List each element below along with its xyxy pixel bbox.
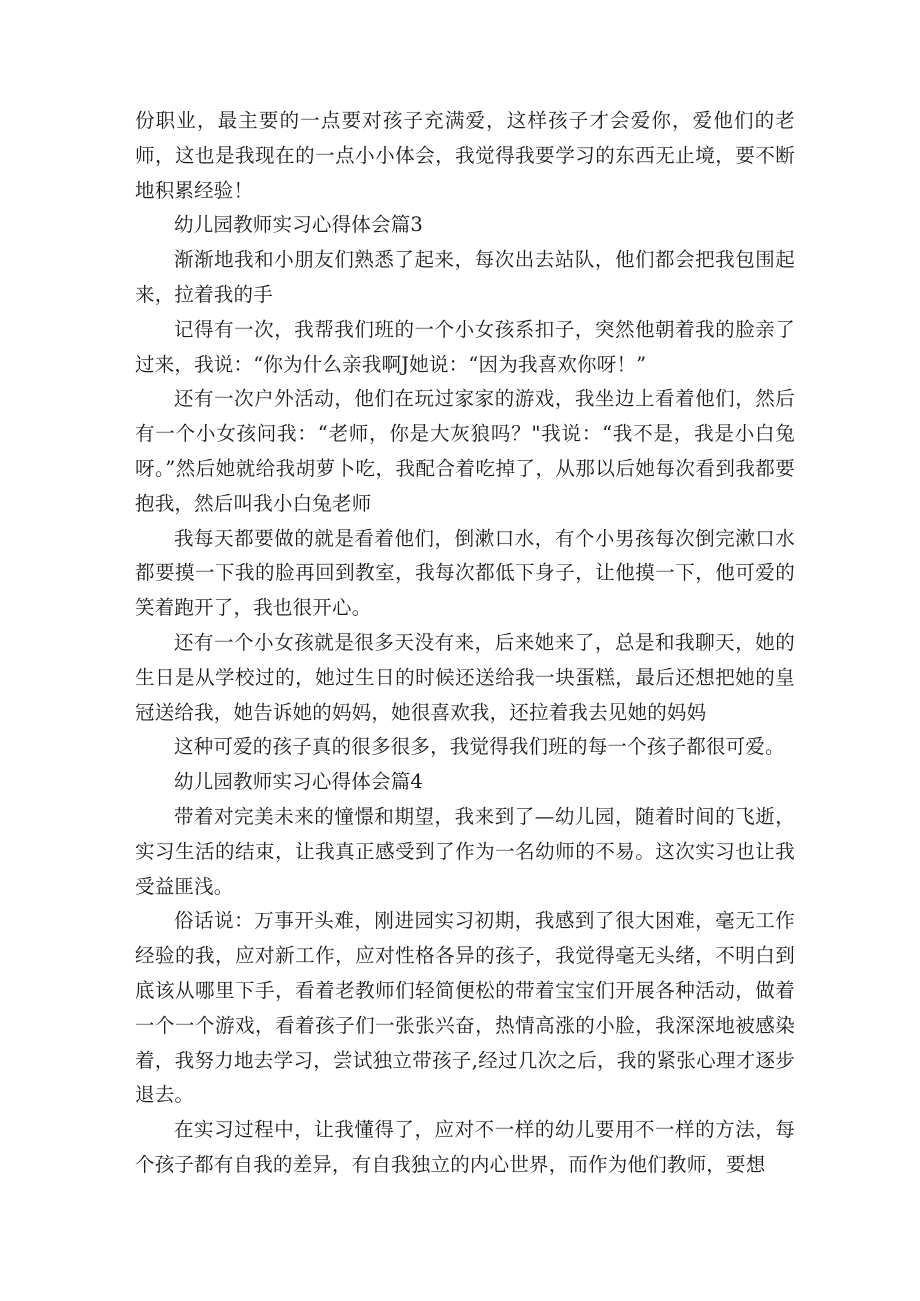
paragraph: 还有一个小女孩就是很多天没有来，后来她来了，总是和我聊天，她的生日是从学校过的，她过生日的时候还送给我一块蛋糕，最后还想把她的皇冠送给我，她告诉她的妈妈，她很喜欢我，还拉着我去见她的妈妈 <box>135 630 795 724</box>
document-body <box>135 104 795 1183</box>
paragraph: 带着对完美未来的憧憬和期望，我来到了—幼儿园，随着时间的飞逝，实习生活的结束，让我真正感受到了作为一名幼师的不易。这次实习也让我受益匪浅。 <box>135 804 795 898</box>
paragraph: 这种可爱的孩子真的很多很多，我觉得我们班的每一个孩子都很可爱。 <box>174 735 785 759</box>
section-heading-4: 幼儿园教师实习心得体会篇4 <box>174 770 424 794</box>
paragraph-continuation: 份职业，最主要的一点要对孩子充满爱，这样孩子才会爱你，爱他们的老师，这也是我现在的一点小小体会，我觉得我要学习的东西无止境，要不断地积累经验！ <box>135 109 795 202</box>
section-heading-3: 幼儿园教师实习心得体会篇3 <box>174 213 424 237</box>
paragraph: 还有一次户外活动，他们在玩过家家的游戏，我坐边上看着他们，然后有一个小女孩问我：“老师，你是大灰狼吗？"我说：“我不是，我是小白兔呀。”然后她就给我胡萝卜吃，我配合着吃掉了，从那以后她每次看到我都要抱我，然后叫我小白兔老师 <box>135 387 795 515</box>
paragraph: 记得有一次，我帮我们班的一个小女孩系扣子，突然他朝着我的脸亲了过来，我说：“你为什么亲我啊J她说：“因为我喜欢你呀！” <box>135 317 795 376</box>
paragraph: 我每天都要做的就是看着他们，倒漱口水，有个小男孩每次倒完漱口水都要摸一下我的脸再回到教室，我每次都低下身子，让他摸一下，他可爱的笑着跑开了，我也很开心。 <box>135 526 795 620</box>
paragraph: 渐渐地我和小朋友们熟悉了起来，每次出去站队，他们都会把我包围起来，拉着我的手 <box>135 248 795 306</box>
paragraph: 在实习过程中，让我懂得了，应对不一样的幼儿要用不一样的方法，每个孩子都有自我的差异，有自我独立的内心世界，而作为他们教师，要想 <box>135 1118 795 1176</box>
paragraph: 俗话说：万事开头难，刚进园实习初期，我感到了很大困难，毫无工作经验的我，应对新工作，应对性格各异的孩子，我觉得毫无头绪，不明白到底该从哪里下手，看着老教师们轻简便松的带着宝宝们开展各种活动，做着一个一个游戏，看着孩子们一张张兴奋，热情高涨的小脸，我深深地被感染着，我努力地去学习，尝试独立带孩子,经过几次之后，我的紧张心理才逐步退去。 <box>135 909 795 1107</box>
